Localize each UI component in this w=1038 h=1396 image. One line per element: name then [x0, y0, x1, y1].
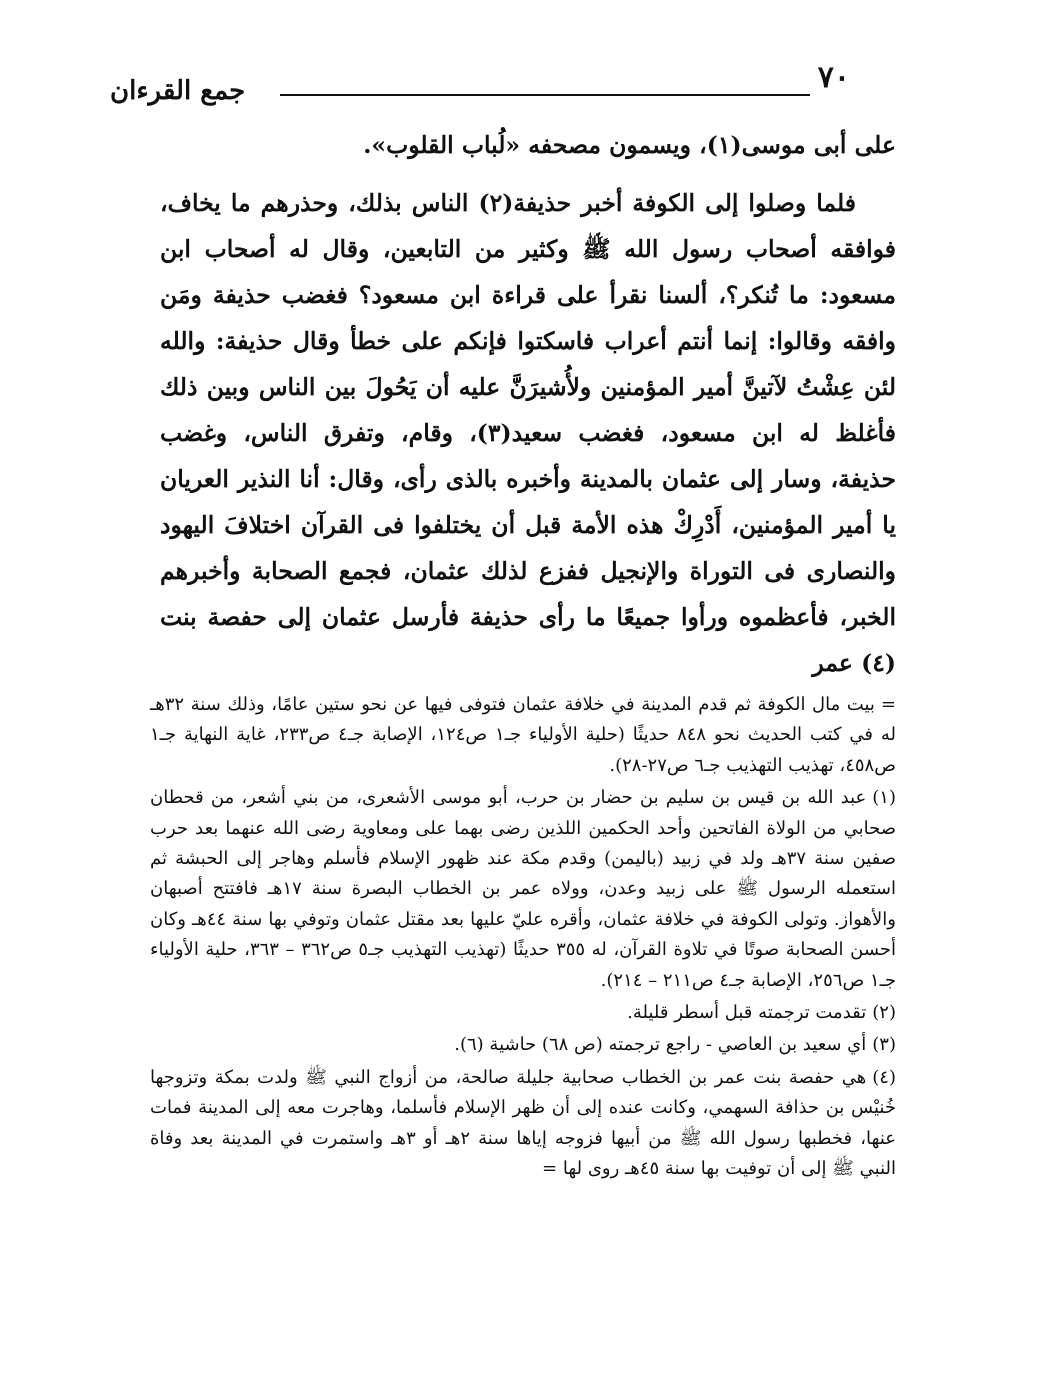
footnote-text: عبد الله بن قيس بن سليم بن حضار بن حرب، أبو موسى الأشعرى، من بني أشعر، من قحطان صحابي من الولاة الفاتحين وأحد الحكمين اللذين رضى بهما على ومعاوية رضى الله عنهما بعد حرب صفين سنة ٣٧هـ ولد في زبيد (باليمن) وقدم مكة عند ظهور الإسلام فأسلم وهاجر إلى الحبشة ثم استعمله الرسول ﷺ على زبيد وعدن، وولاه عمر بن الخطاب البصرة سنة ١٧هـ فافتتح أصبهان والأهواز. وتولى الكوفة في خلافة عثمان، وأقره عليّ عليها بعد مقتل عثمان وتوفي بها سنة ٤٤هـ وكان أحسن الصحابة صوتًا في تلاوة القرآن، له ٣٥٥ حديثًا (تهذيب التهذيب جـ٥ ص٣٦٢ – ٣٦٣، حلية الأولياء جـ١ ص٢٥٦، الإصابة جـ٤ ص٢١١ – ٢١٤).	[150, 787, 896, 991]
main-paragraph: على أبى موسى(١)، ويسمون مصحفه «لُباب القلوب».	[363, 131, 896, 159]
footnote	[150, 783, 896, 996]
page-header	[110, 60, 850, 110]
footnote-text: أي سعيد بن العاصي - راجع ترجمته (ص ٦٨) حاشية (٦).	[454, 1034, 867, 1056]
footnote-number: (٢)	[872, 1002, 896, 1024]
footnote-number: (٤)	[872, 1066, 896, 1088]
footnote-number: =	[880, 694, 896, 715]
footnote	[150, 690, 896, 781]
main-text	[160, 122, 896, 686]
header-rule	[280, 94, 810, 96]
footnotes	[150, 690, 896, 1187]
running-title: جمع القرءان	[110, 76, 246, 106]
footnote	[150, 1030, 896, 1060]
footnote-number: (٣)	[872, 1034, 896, 1056]
footnote	[150, 1063, 896, 1185]
footnote-number: (١)	[872, 787, 896, 809]
footnote-text: تقدمت ترجمته قبل أسطر قليلة.	[627, 1002, 867, 1024]
footnote-text: بيت مال الكوفة ثم قدم المدينة في خلافة عثمان فتوفى فيها عن نحو ستين عامًا، وذلك سنة ٣٢هـ له في كتب الحديث نحو ٨٤٨ حديثًا (حلية الأولياء جـ١ ص١٢٤، الإصابة جـ٤ ص٢٣٣، غاية النهاية جـ١ ص٤٥٨، تهذيب التهذيب جـ٦ ص٢٧-٢٨).	[150, 694, 897, 776]
page-number: ٧٠	[817, 60, 850, 95]
footnote-text: هي حفصة بنت عمر بن الخطاب صحابية جليلة صالحة، من أزواج النبي ﷺ ولدت بمكة وتزوجها خُنيْس بن حذافة السهمي، وكانت عنده إلى أن ظهر الإسلام فأسلما، وهاجرت معه إلى المدينة فمات عنها، فخطبها رسول الله ﷺ من أبيها فزوجه إياها سنة ٢هـ أو ٣هـ واستمرت في المدينة بعد وفاة النبي ﷺ إلى أن توفيت بها سنة ٤٥هـ روى لها =	[150, 1066, 896, 1180]
main-paragraph: فلما وصلوا إلى الكوفة أخبر حذيفة(٢) الناس بذلك، وحذرهم ما يخاف، فوافقه أصحاب رسول الله ﷺ وكثير من التابعين، وقال له أصحاب ابن مسعود: ما تُنكر؟، ألسنا نقرأ على قراءة ابن مسعود؟ فغضب حذيفة ومَن وافقه وقالوا: إنما أنتم أعراب فاسكتوا فإنكم على خطأ وقال حذيفة: والله لئن عِشْتُ لآتينَّ أمير المؤمنين ولأُشيرَنَّ عليه أن يَحُولَ بين الناس وبين ذلك فأغلظ له ابن مسعود، فغضب سعيد(٣)، وقام، وتفرق الناس، وغضب حذيفة، وسار إلى عثمان بالمدينة وأخبره بالذى رأى، وقال: أنا النذير العريان يا أمير المؤمنين، أَدْرِكْ هذه الأمة قبل أن يختلفوا فى القرآن اختلافَ اليهود والنصارى فى التوراة والإنجيل ففزع لذلك عثمان، فجمع الصحابة وأخبرهم الخبر، فأعظموه ورأوا جميعًا ما رأى حذيفة فأرسل عثمان إلى حفصة بنت (٤) عمر	[160, 189, 896, 677]
footnote	[150, 998, 896, 1028]
